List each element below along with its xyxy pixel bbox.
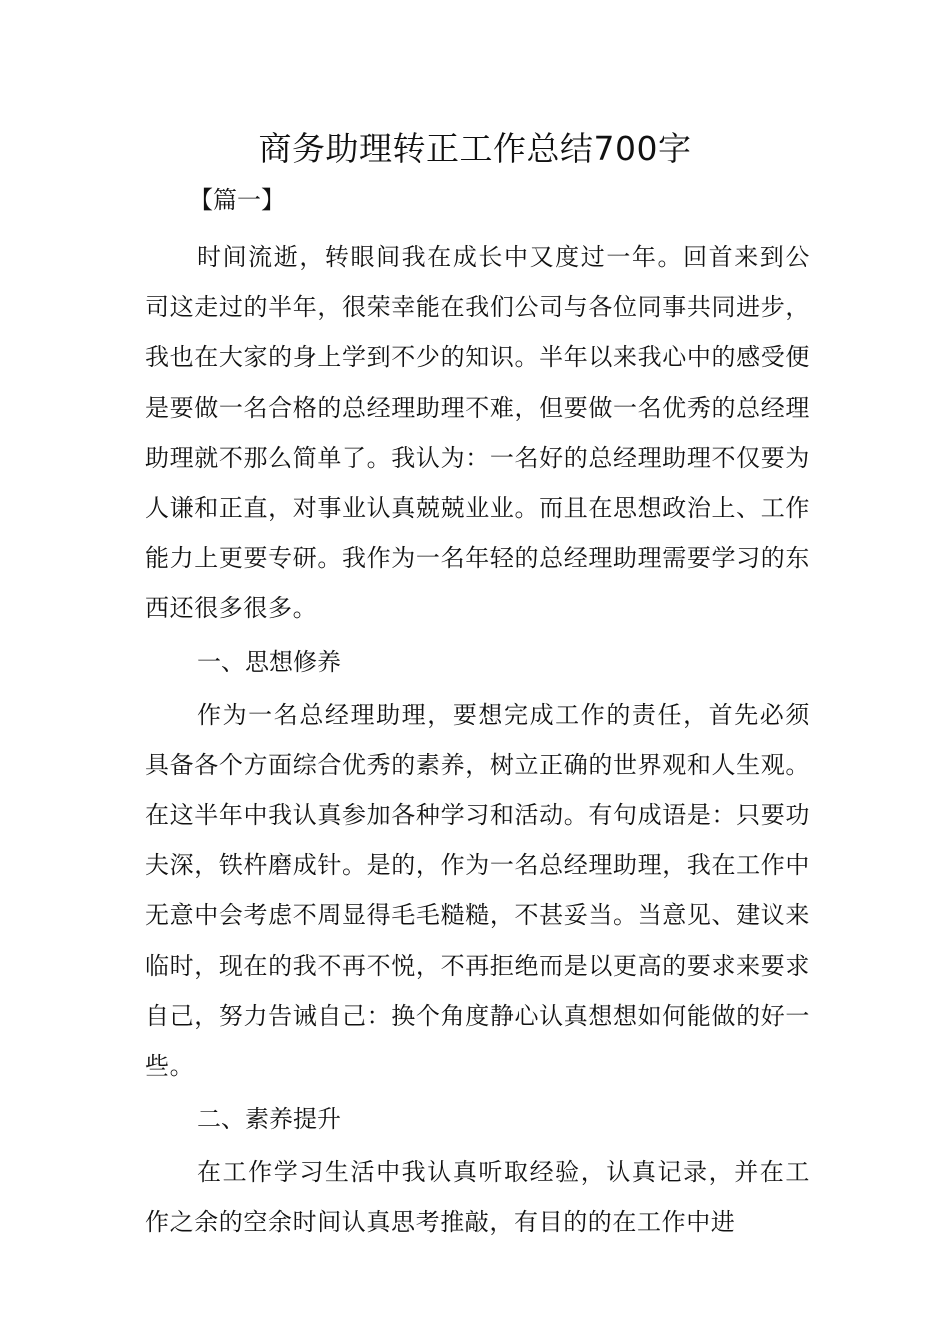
document-body xyxy=(145,178,810,1248)
section-tag: 【篇一】 xyxy=(189,186,285,214)
quality-paragraph: 在工作学习生活中我认真听取经验，认真记录，并在工作之余的空余时间认真思考推敲，有目的的在工作中进 xyxy=(145,1158,810,1237)
thought-paragraph: 作为一名总经理助理，要想完成工作的责任，首先必须具备各个方面综合优秀的素养，树立正确的世界观和人生观。在这半年中我认真参加各种学习和活动。有句成语是：只要功夫深，铁杵磨成针。是的，作为一名总经理助理，我在工作中无意中会考虑不周显得毛毛糙糙，不甚妥当。当意见、建议来临时，现在的我不再不悦，不再拒绝而是以更高的要求来要求自己，努力告诫自己：换个角度静心认真想想如何能做的好一些。 xyxy=(145,700,810,1081)
heading-quality-improvement: 二、素养提升 xyxy=(197,1105,341,1134)
heading-thought-cultivation: 一、思想修养 xyxy=(197,647,341,676)
document-title: 商务助理转正工作总结700字 xyxy=(258,129,692,168)
intro-paragraph: 时间流逝，转眼间我在成长中又度过一年。回首来到公司这走过的半年，很荣幸能在我们公司与各位同事共同进步，我也在大家的身上学到不少的知识。半年以来我心中的感受便是要做一名合格的总经理助理不难，但要做一名优秀的总经理助理就不那么简单了。我认为：一名好的总经理助理不仅要为人谦和正直，对事业认真兢兢业业。而且在思想政治上、工作能力上更要专研。我作为一名年轻的总经理助理需要学习的东西还很多很多。 xyxy=(145,243,810,623)
